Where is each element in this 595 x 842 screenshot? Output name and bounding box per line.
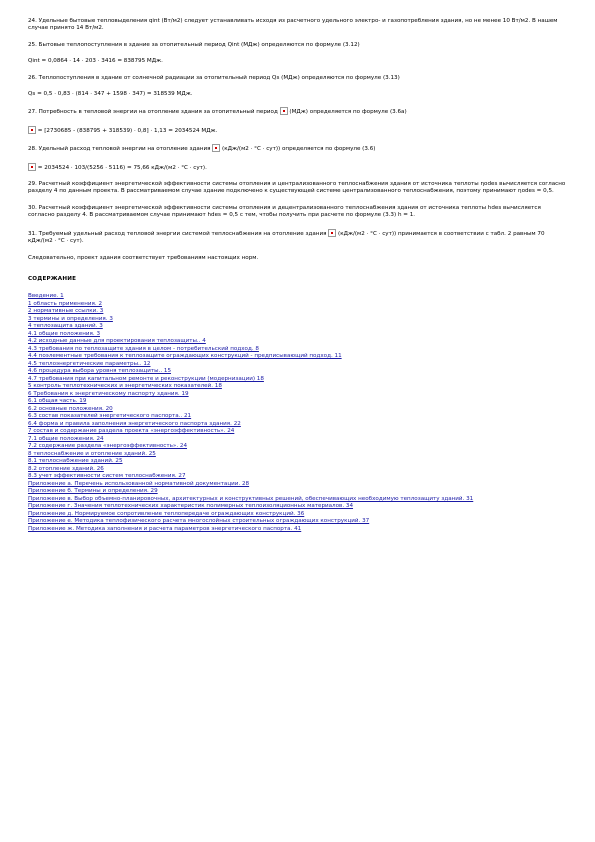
toc-link[interactable]: Приложение б. Термины и определения. 29: [28, 488, 158, 495]
toc-item: [28, 316, 567, 324]
toc-item: [28, 383, 567, 391]
toc-item: [28, 421, 567, 429]
paragraph: [28, 205, 567, 220]
broken-image-icon: [280, 107, 288, 115]
toc-link[interactable]: 7.1 общие положения. 24: [28, 435, 104, 442]
toc-item: [28, 361, 567, 369]
toc-link[interactable]: 8 теплоснабжение и отопление зданий. 25: [28, 450, 156, 457]
toc-link[interactable]: 7 состав и содержание раздела проекта «энергоэффективность». 24: [28, 428, 235, 435]
toc-item: [28, 473, 567, 481]
paragraph: [28, 75, 567, 82]
toc-item: [28, 488, 567, 496]
toc-item: [28, 308, 567, 316]
toc-item: [28, 323, 567, 331]
broken-image-icon: [328, 229, 336, 237]
table-of-contents: [28, 293, 567, 533]
paragraph: [28, 181, 567, 196]
paragraph-text: Qint = 0,0864 · 14 · 203 · 3416 = 838795 МДж.: [28, 58, 163, 65]
toc-item: [28, 443, 567, 451]
toc-item: [28, 526, 567, 534]
toc-item: [28, 481, 567, 489]
toc-item: [28, 518, 567, 526]
toc-link[interactable]: 7.2 содержание раздела «энергоэффективность». 24: [28, 443, 188, 450]
toc-item: [28, 398, 567, 406]
toc-link[interactable]: 8.3 учет эффективности систем теплоснабжения. 27: [28, 473, 186, 480]
paragraph-text: 24. Удельные бытовые тепловыделения qint (Вт/м2) следует устанавливать исходя из расчетного удельного электро- и газопотребления здания, но не менее 10 Вт/м2. В нашем случае принято 14 Вт/м2.: [28, 18, 558, 32]
toc-link[interactable]: Приложение ж. Методика заполнения и расчета параметров энергетического паспорта. 41: [28, 525, 302, 532]
paragraph-text: 27. Потребность в тепловой энергии на отопление здания за отопительный период: [28, 109, 280, 116]
toc-item: [28, 436, 567, 444]
paragraph: [28, 42, 567, 49]
toc-link[interactable]: 3 термины и определения. 3: [28, 315, 113, 322]
toc-link[interactable]: 6.1 общая часть. 19: [28, 398, 87, 405]
paragraph: [28, 229, 567, 246]
toc-link[interactable]: 4.4 поэлементные требования к теплозащите ограждающих конструкций - предписывающий подход. 11: [28, 353, 342, 360]
toc-item: [28, 466, 567, 474]
toc-item: [28, 413, 567, 421]
toc-link[interactable]: Приложение в. Выбор объемно-планировочных, архитектурных и конструктивных решений, обеспечивающих необходимую теплозащиту зданий. 31: [28, 495, 474, 502]
toc-link[interactable]: 2 нормативные ссылки. 3: [28, 308, 104, 315]
paragraph: [28, 18, 567, 33]
toc-item: [28, 428, 567, 436]
toc-heading: СОДЕРЖАНИЕ: [28, 275, 77, 282]
paragraph-text: (кДж/(м2 · °С · сут)) принимается в соответствии с табл. 2 равным 70 кДж/(м2 · °С · сут).: [28, 230, 545, 245]
toc-link[interactable]: 8.2 отопление зданий. 26: [28, 465, 104, 472]
toc-link[interactable]: 4.1 общие положения. 3: [28, 330, 101, 337]
paragraph-text: 26. Теплопоступления в здание от солнечной радиации за отопительный период Qs (МДж) определяются по формуле (3.13): [28, 74, 400, 81]
toc-link[interactable]: 1 область применения. 2: [28, 300, 102, 307]
toc-item: [28, 503, 567, 511]
toc-link[interactable]: 6 Требования к энергетическому паспорту здания. 19: [28, 390, 189, 397]
paragraph: [28, 107, 567, 116]
broken-image-icon: [28, 163, 36, 171]
paragraph-text: 25. Бытовые теплопоступления в здание за отопительный период Qint (МДж) определяются по формуле (3.12): [28, 41, 360, 48]
toc-link[interactable]: 4.6 процедура выбора уровня теплозащиты.. 15: [28, 368, 171, 375]
paragraph-text: = 2034524 · 103/(5256 · 5116) = 75,66 кДж/(м2 · °С · сут).: [36, 164, 207, 171]
toc-item: [28, 391, 567, 399]
paragraph: [28, 144, 567, 153]
paragraph-text: = [2730685 - (838795 + 318539) · 0,8] · 1,13 = 2034524 МДж.: [36, 127, 218, 134]
toc-link[interactable]: Приложение е. Методика теплофизического расчета многослойных строительных ограждающих конструкций. 37: [28, 518, 370, 525]
toc-item: [28, 496, 567, 504]
toc-link[interactable]: 4.2 исходные данные для проектирования теплозащиты.. 4: [28, 338, 206, 345]
document-body: [28, 18, 567, 262]
paragraph-text: (кДж/(м2 · °С · сут)) определяется по формуле (3.6): [220, 146, 376, 153]
toc-link[interactable]: 6.3 состав показателей энергетического паспорта.. 21: [28, 413, 192, 420]
toc-link[interactable]: 4.5 теплоэнергетические параметры.. 12: [28, 360, 151, 367]
paragraph: [28, 255, 567, 262]
toc-item: [28, 301, 567, 309]
toc-item: [28, 331, 567, 339]
toc-link[interactable]: 8.1 теплоснабжение зданий. 25: [28, 458, 123, 465]
paragraph-text: 28. Удельный расход тепловой энергии на отопление здания: [28, 146, 213, 153]
paragraph: [28, 58, 567, 65]
toc-link[interactable]: Приложение г. Значения теплотехнических характеристик полимерных теплоизоляционных материалов. 34: [28, 503, 354, 510]
toc-link[interactable]: 6.4 форма и правила заполнения энергетического паспорта здания. 22: [28, 420, 241, 427]
paragraph-text: (МДж) определяется по формуле (3.6а): [287, 109, 407, 116]
toc-item: [28, 458, 567, 466]
paragraph: [28, 126, 567, 135]
broken-image-icon: [28, 126, 36, 134]
toc-item: [28, 293, 567, 301]
toc-link[interactable]: Введение. 1: [28, 293, 64, 300]
paragraph-text: 30. Расчетный коэффициент энергетической эффективности системы отопления и децентрализованного теплоснабжения здания от источника теплоты hdes вычисляется согласно разделу 4. В рассматриваемом случае принимают hdes = 0,5 с тем, чтобы получить при расчете по формуле (3.3) h = 1.: [28, 204, 541, 219]
paragraph-text: Следовательно, проект здания соответствует требованиям настоящих норм.: [28, 254, 259, 261]
toc-link[interactable]: 4.7 требования при капитальном ремонте и реконструкции (модернизации) 18: [28, 375, 264, 382]
toc-link[interactable]: 5 контроль теплотехнических и энергетических показателей. 18: [28, 383, 222, 390]
paragraph: [28, 163, 567, 172]
paragraph: [28, 91, 567, 98]
paragraph-text: 29. Расчетный коэффициент энергетической эффективности системы отопления и централизованного теплоснабжения здания от источника теплоты ηodes вычисляется согласно разделу 4 по данным проекта. В рассматриваемом случае здание подключено к существующей системе централизованного теплоснабжения, поэтому принимают ηodes = 0,5.: [28, 181, 566, 195]
toc-link[interactable]: 4.3 требования по теплозащите здания в целом - потребительский подход. 8: [28, 345, 259, 352]
toc-item: [28, 338, 567, 346]
paragraph-text: 31. Требуемый удельный расход тепловой энергии системой теплоснабжения на отопление здания: [28, 230, 329, 237]
toc-item: [28, 353, 567, 361]
toc-item: [28, 368, 567, 376]
broken-image-icon: [212, 144, 220, 152]
paragraph-text: Qs = 0,5 · 0,83 · (814 · 347 + 1598 · 347) = 318539 МДж.: [28, 91, 193, 98]
toc-link[interactable]: Приложение д. Нормируемое сопротивление теплопередаче ограждающих конструкций. 36: [28, 510, 305, 517]
toc-link[interactable]: Приложение а. Перечень использованной нормативной документации. 28: [28, 480, 250, 487]
toc-link[interactable]: 4 теплозащита зданий. 3: [28, 323, 103, 330]
toc-link[interactable]: 6.2 основные положения. 20: [28, 405, 113, 412]
